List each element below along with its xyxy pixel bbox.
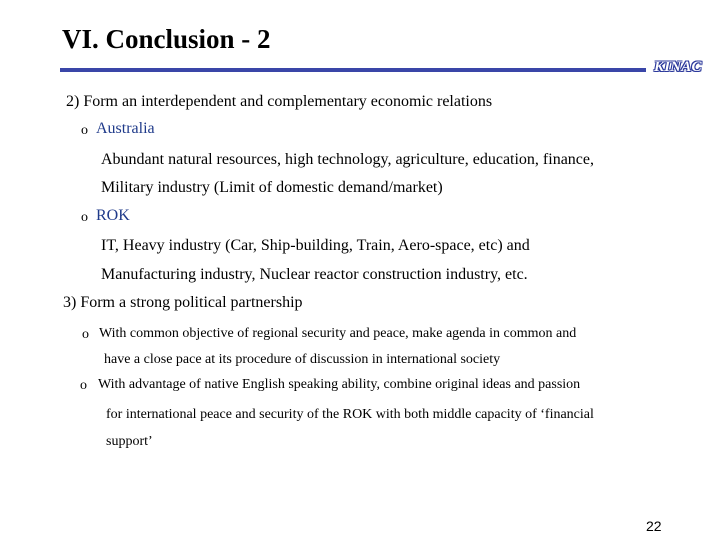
partnership-item-1-line-2: have a close pace at its procedure of discussion in international society [104, 352, 501, 367]
rok-line-2: Manufacturing industry, Nuclear reactor construction industry, etc. [101, 266, 528, 283]
australia-line-1: Abundant natural resources, high technology, agriculture, education, finance, [101, 151, 595, 168]
partnership-item-1-line-1: With common objective of regional security and peace, make agenda in common and [99, 326, 577, 341]
partnership-item-2-line-3: support’ [106, 434, 153, 449]
bullet-icon: o [81, 123, 88, 138]
bullet-icon: o [80, 378, 87, 393]
title-underline [60, 68, 646, 72]
kinac-logo: KINAC [654, 59, 702, 75]
partnership-item-2-line-1: With advantage of native English speaking ability, combine original ideas and passion [98, 377, 581, 392]
slide-title: VI. Conclusion - 2 [62, 24, 271, 54]
partnership-item-2-line-2: for international peace and security of the ROK with both middle capacity of ‘financial [106, 407, 594, 422]
bullet-icon: o [82, 327, 89, 342]
rok-line-1: IT, Heavy industry (Car, Ship-building, Train, Aero-space, etc) and [101, 237, 530, 254]
section-3-heading: 3) Form a strong political partnership [63, 294, 303, 311]
bullet-icon: o [81, 210, 88, 225]
section-2-heading: 2) Form an interdependent and complementary economic relations [66, 93, 493, 110]
page-number: 22 [646, 518, 662, 534]
rok-label: ROK [96, 207, 130, 224]
australia-label: Australia [96, 120, 155, 137]
australia-line-2: Military industry (Limit of domestic demand/market) [101, 179, 443, 196]
